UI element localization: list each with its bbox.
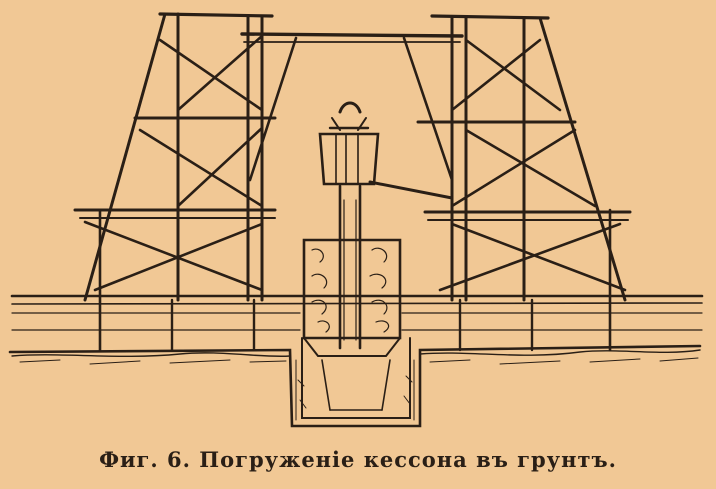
ground-surface <box>10 346 700 426</box>
excavation-pit <box>302 338 410 418</box>
left-scaffold-tower <box>75 14 275 350</box>
right-scaffold-tower <box>418 16 630 350</box>
figure-caption: Фиг. 6. Погруженіе кессона въ грунтъ. <box>99 447 617 472</box>
caisson-shaft <box>340 186 360 348</box>
water-surface-lines <box>12 296 702 330</box>
hoisting-drum <box>320 103 452 198</box>
caisson-masonry <box>304 240 400 356</box>
top-cross-beam <box>242 34 462 180</box>
